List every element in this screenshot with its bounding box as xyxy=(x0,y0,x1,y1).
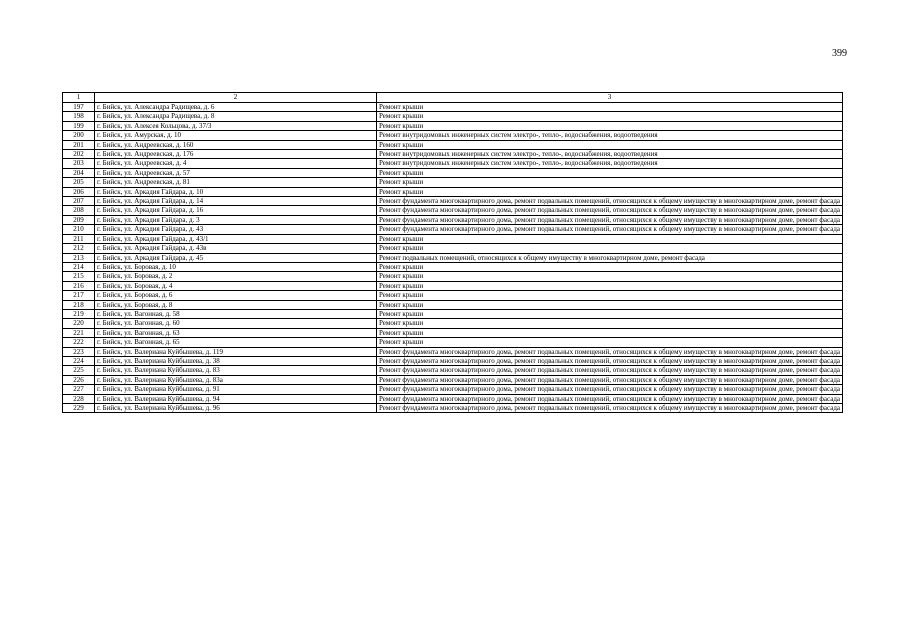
table-row xyxy=(63,366,843,375)
row-number-cell: 197 xyxy=(63,103,95,112)
table-row xyxy=(63,168,843,177)
row-number-cell: 225 xyxy=(63,366,95,375)
address-cell: г. Бийск, ул. Андреевская, д. 81 xyxy=(95,178,377,187)
address-cell: г. Бийск, ул. Андреевская, д. 176 xyxy=(95,150,377,159)
work-type-cell: Ремонт крыши xyxy=(377,168,843,177)
table-body xyxy=(63,103,843,413)
page-number: 399 xyxy=(832,48,847,59)
table-row xyxy=(63,131,843,140)
address-cell: г. Бийск, ул. Аркадия Гайдара, д. 10 xyxy=(95,187,377,196)
row-number-cell: 217 xyxy=(63,291,95,300)
work-type-cell: Ремонт крыши xyxy=(377,187,843,196)
work-type-cell: Ремонт фундамента многоквартирного дома, ремонт подвальных помещений, относящихся к общему имуществу в многоквартирном доме, ремонт фасада xyxy=(377,356,843,365)
address-cell: г. Бийск, ул. Аркадия Гайдара, д. 43/1 xyxy=(95,234,377,243)
table-row xyxy=(63,206,843,215)
table-row xyxy=(63,103,843,112)
address-cell: г. Бийск, ул. Аркадия Гайдара, д. 43в xyxy=(95,244,377,253)
work-type-cell: Ремонт крыши xyxy=(377,291,843,300)
table-row xyxy=(63,309,843,318)
row-number-cell: 216 xyxy=(63,281,95,290)
row-number-cell: 219 xyxy=(63,309,95,318)
table-row xyxy=(63,338,843,347)
table-row xyxy=(63,394,843,403)
work-type-cell: Ремонт фундамента многоквартирного дома, ремонт подвальных помещений, относящихся к общему имуществу в многоквартирном доме, ремонт фасада xyxy=(377,347,843,356)
table-row xyxy=(63,291,843,300)
row-number-cell: 209 xyxy=(63,215,95,224)
work-type-cell: Ремонт крыши xyxy=(377,244,843,253)
table-row xyxy=(63,300,843,309)
row-number-cell: 220 xyxy=(63,319,95,328)
address-cell: г. Бийск, ул. Валериана Куйбышева, д. 83 xyxy=(95,366,377,375)
address-cell: г. Бийск, ул. Вагонная, д. 60 xyxy=(95,319,377,328)
row-number-cell: 222 xyxy=(63,338,95,347)
work-type-cell: Ремонт крыши xyxy=(377,272,843,281)
work-type-cell: Ремонт фундамента многоквартирного дома, ремонт подвальных помещений, относящихся к общему имуществу в многоквартирном доме, ремонт фасада xyxy=(377,385,843,394)
address-cell: г. Бийск, ул. Андреевская, д. 4 xyxy=(95,159,377,168)
table-row xyxy=(63,272,843,281)
address-cell: г. Бийск, ул. Алексея Кольцова, д. 37/3 xyxy=(95,121,377,130)
row-number-cell: 226 xyxy=(63,375,95,384)
row-number-cell: 206 xyxy=(63,187,95,196)
work-type-cell: Ремонт крыши xyxy=(377,140,843,149)
work-type-cell: Ремонт крыши xyxy=(377,121,843,130)
address-cell: г. Бийск, ул. Вагонная, д. 63 xyxy=(95,328,377,337)
address-cell: г. Бийск, ул. Боровая, д. 6 xyxy=(95,291,377,300)
row-number-cell: 200 xyxy=(63,131,95,140)
table-row xyxy=(63,356,843,365)
address-cell: г. Бийск, ул. Амурская, д. 10 xyxy=(95,131,377,140)
table-row xyxy=(63,121,843,130)
address-cell: г. Бийск, ул. Валериана Куйбышева, д. 83а xyxy=(95,375,377,384)
work-type-cell: Ремонт крыши xyxy=(377,281,843,290)
address-cell: г. Бийск, ул. Андреевская, д. 57 xyxy=(95,168,377,177)
address-cell: г. Бийск, ул. Аркадия Гайдара, д. 3 xyxy=(95,215,377,224)
row-number-cell: 205 xyxy=(63,178,95,187)
address-cell: г. Бийск, ул. Александра Радищева, д. 6 xyxy=(95,103,377,112)
row-number-cell: 203 xyxy=(63,159,95,168)
table-row xyxy=(63,150,843,159)
row-number-cell: 204 xyxy=(63,168,95,177)
table-row xyxy=(63,187,843,196)
address-cell: г. Бийск, ул. Аркадия Гайдара, д. 16 xyxy=(95,206,377,215)
work-type-cell: Ремонт фундамента многоквартирного дома, ремонт подвальных помещений, относящихся к общему имуществу в многоквартирном доме, ремонт фасада xyxy=(377,394,843,403)
address-cell: г. Бийск, ул. Валериана Куйбышева, д. 91 xyxy=(95,385,377,394)
address-cell: г. Бийск, ул. Боровая, д. 10 xyxy=(95,262,377,271)
work-type-cell: Ремонт крыши xyxy=(377,112,843,121)
work-type-cell: Ремонт фундамента многоквартирного дома, ремонт подвальных помещений, относящихся к общему имуществу в многоквартирном доме, ремонт фасада xyxy=(377,197,843,206)
work-type-cell: Ремонт крыши xyxy=(377,234,843,243)
table-row xyxy=(63,159,843,168)
row-number-cell: 211 xyxy=(63,234,95,243)
address-cell: г. Бийск, ул. Валериана Куйбышева, д. 119 xyxy=(95,347,377,356)
row-number-cell: 208 xyxy=(63,206,95,215)
work-type-cell: Ремонт внутридомовых инженерных систем электро-, тепло-, водоснабжения, водоотведения xyxy=(377,131,843,140)
table-row xyxy=(63,375,843,384)
address-cell: г. Бийск, ул. Боровая, д. 8 xyxy=(95,300,377,309)
address-cell: г. Бийск, ул. Валериана Куйбышева, д. 38 xyxy=(95,356,377,365)
row-number-cell: 223 xyxy=(63,347,95,356)
table-row xyxy=(63,404,843,413)
table-row xyxy=(63,347,843,356)
address-cell: г. Бийск, ул. Валериана Куйбышева, д. 94 xyxy=(95,394,377,403)
table-row xyxy=(63,112,843,121)
row-number-cell: 213 xyxy=(63,253,95,262)
work-type-cell: Ремонт фундамента многоквартирного дома, ремонт подвальных помещений, относящихся к общему имуществу в многоквартирном доме, ремонт фасада xyxy=(377,366,843,375)
table-row xyxy=(63,253,843,262)
table-row xyxy=(63,385,843,394)
row-number-cell: 221 xyxy=(63,328,95,337)
work-type-cell: Ремонт крыши xyxy=(377,309,843,318)
work-type-cell: Ремонт крыши xyxy=(377,103,843,112)
address-cell: г. Бийск, ул. Боровая, д. 4 xyxy=(95,281,377,290)
row-number-cell: 227 xyxy=(63,385,95,394)
repair-register-table xyxy=(62,92,843,413)
column-header-number: 1 xyxy=(63,93,95,103)
work-type-cell: Ремонт крыши xyxy=(377,328,843,337)
table-row xyxy=(63,262,843,271)
column-header-work: 3 xyxy=(377,93,843,103)
work-type-cell: Ремонт внутридомовых инженерных систем электро-, тепло-, водоснабжения, водоотведения xyxy=(377,150,843,159)
address-cell: г. Бийск, ул. Андреевская, д. 160 xyxy=(95,140,377,149)
work-type-cell: Ремонт подвальных помещений, относящихся к общему имуществу в многоквартирном доме, ремонт фасада xyxy=(377,253,843,262)
table-row xyxy=(63,328,843,337)
address-cell: г. Бийск, ул. Александра Радищева, д. 8 xyxy=(95,112,377,121)
address-cell: г. Бийск, ул. Вагонная, д. 58 xyxy=(95,309,377,318)
table-row xyxy=(63,319,843,328)
work-type-cell: Ремонт фундамента многоквартирного дома, ремонт подвальных помещений, относящихся к общему имуществу в многоквартирном доме, ремонт фасада xyxy=(377,206,843,215)
work-type-cell: Ремонт крыши xyxy=(377,178,843,187)
address-cell: г. Бийск, ул. Аркадия Гайдара, д. 43 xyxy=(95,225,377,234)
address-cell: г. Бийск, ул. Вагонная, д. 65 xyxy=(95,338,377,347)
address-cell: г. Бийск, ул. Валериана Куйбышева, д. 96 xyxy=(95,404,377,413)
column-header-address: 2 xyxy=(95,93,377,103)
table-row xyxy=(63,197,843,206)
row-number-cell: 214 xyxy=(63,262,95,271)
work-type-cell: Ремонт крыши xyxy=(377,338,843,347)
row-number-cell: 229 xyxy=(63,404,95,413)
row-number-cell: 228 xyxy=(63,394,95,403)
work-type-cell: Ремонт крыши xyxy=(377,300,843,309)
table-row xyxy=(63,234,843,243)
row-number-cell: 201 xyxy=(63,140,95,149)
table-row xyxy=(63,140,843,149)
work-type-cell: Ремонт внутридомовых инженерных систем электро-, тепло-, водоснабжения, водоотведения xyxy=(377,159,843,168)
row-number-cell: 218 xyxy=(63,300,95,309)
row-number-cell: 198 xyxy=(63,112,95,121)
row-number-cell: 202 xyxy=(63,150,95,159)
work-type-cell: Ремонт фундамента многоквартирного дома, ремонт подвальных помещений, относящихся к общему имуществу в многоквартирном доме, ремонт фасада xyxy=(377,375,843,384)
row-number-cell: 215 xyxy=(63,272,95,281)
work-type-cell: Ремонт фундамента многоквартирного дома, ремонт подвальных помещений, относящихся к общему имуществу в многоквартирном доме, ремонт фасада xyxy=(377,215,843,224)
row-number-cell: 199 xyxy=(63,121,95,130)
work-type-cell: Ремонт фундамента многоквартирного дома, ремонт подвальных помещений, относящихся к общему имуществу в многоквартирном доме, ремонт фасада xyxy=(377,404,843,413)
table-row xyxy=(63,178,843,187)
row-number-cell: 224 xyxy=(63,356,95,365)
table-row xyxy=(63,281,843,290)
address-cell: г. Бийск, ул. Аркадия Гайдара, д. 45 xyxy=(95,253,377,262)
table-row xyxy=(63,215,843,224)
row-number-cell: 212 xyxy=(63,244,95,253)
row-number-cell: 210 xyxy=(63,225,95,234)
work-type-cell: Ремонт крыши xyxy=(377,319,843,328)
address-cell: г. Бийск, ул. Аркадия Гайдара, д. 14 xyxy=(95,197,377,206)
table-row xyxy=(63,244,843,253)
address-cell: г. Бийск, ул. Боровая, д. 2 xyxy=(95,272,377,281)
table-row xyxy=(63,225,843,234)
work-type-cell: Ремонт крыши xyxy=(377,262,843,271)
header-row xyxy=(63,93,843,103)
table-header xyxy=(63,93,843,103)
work-type-cell: Ремонт фундамента многоквартирного дома, ремонт подвальных помещений, относящихся к общему имуществу в многоквартирном доме, ремонт фасада xyxy=(377,225,843,234)
row-number-cell: 207 xyxy=(63,197,95,206)
